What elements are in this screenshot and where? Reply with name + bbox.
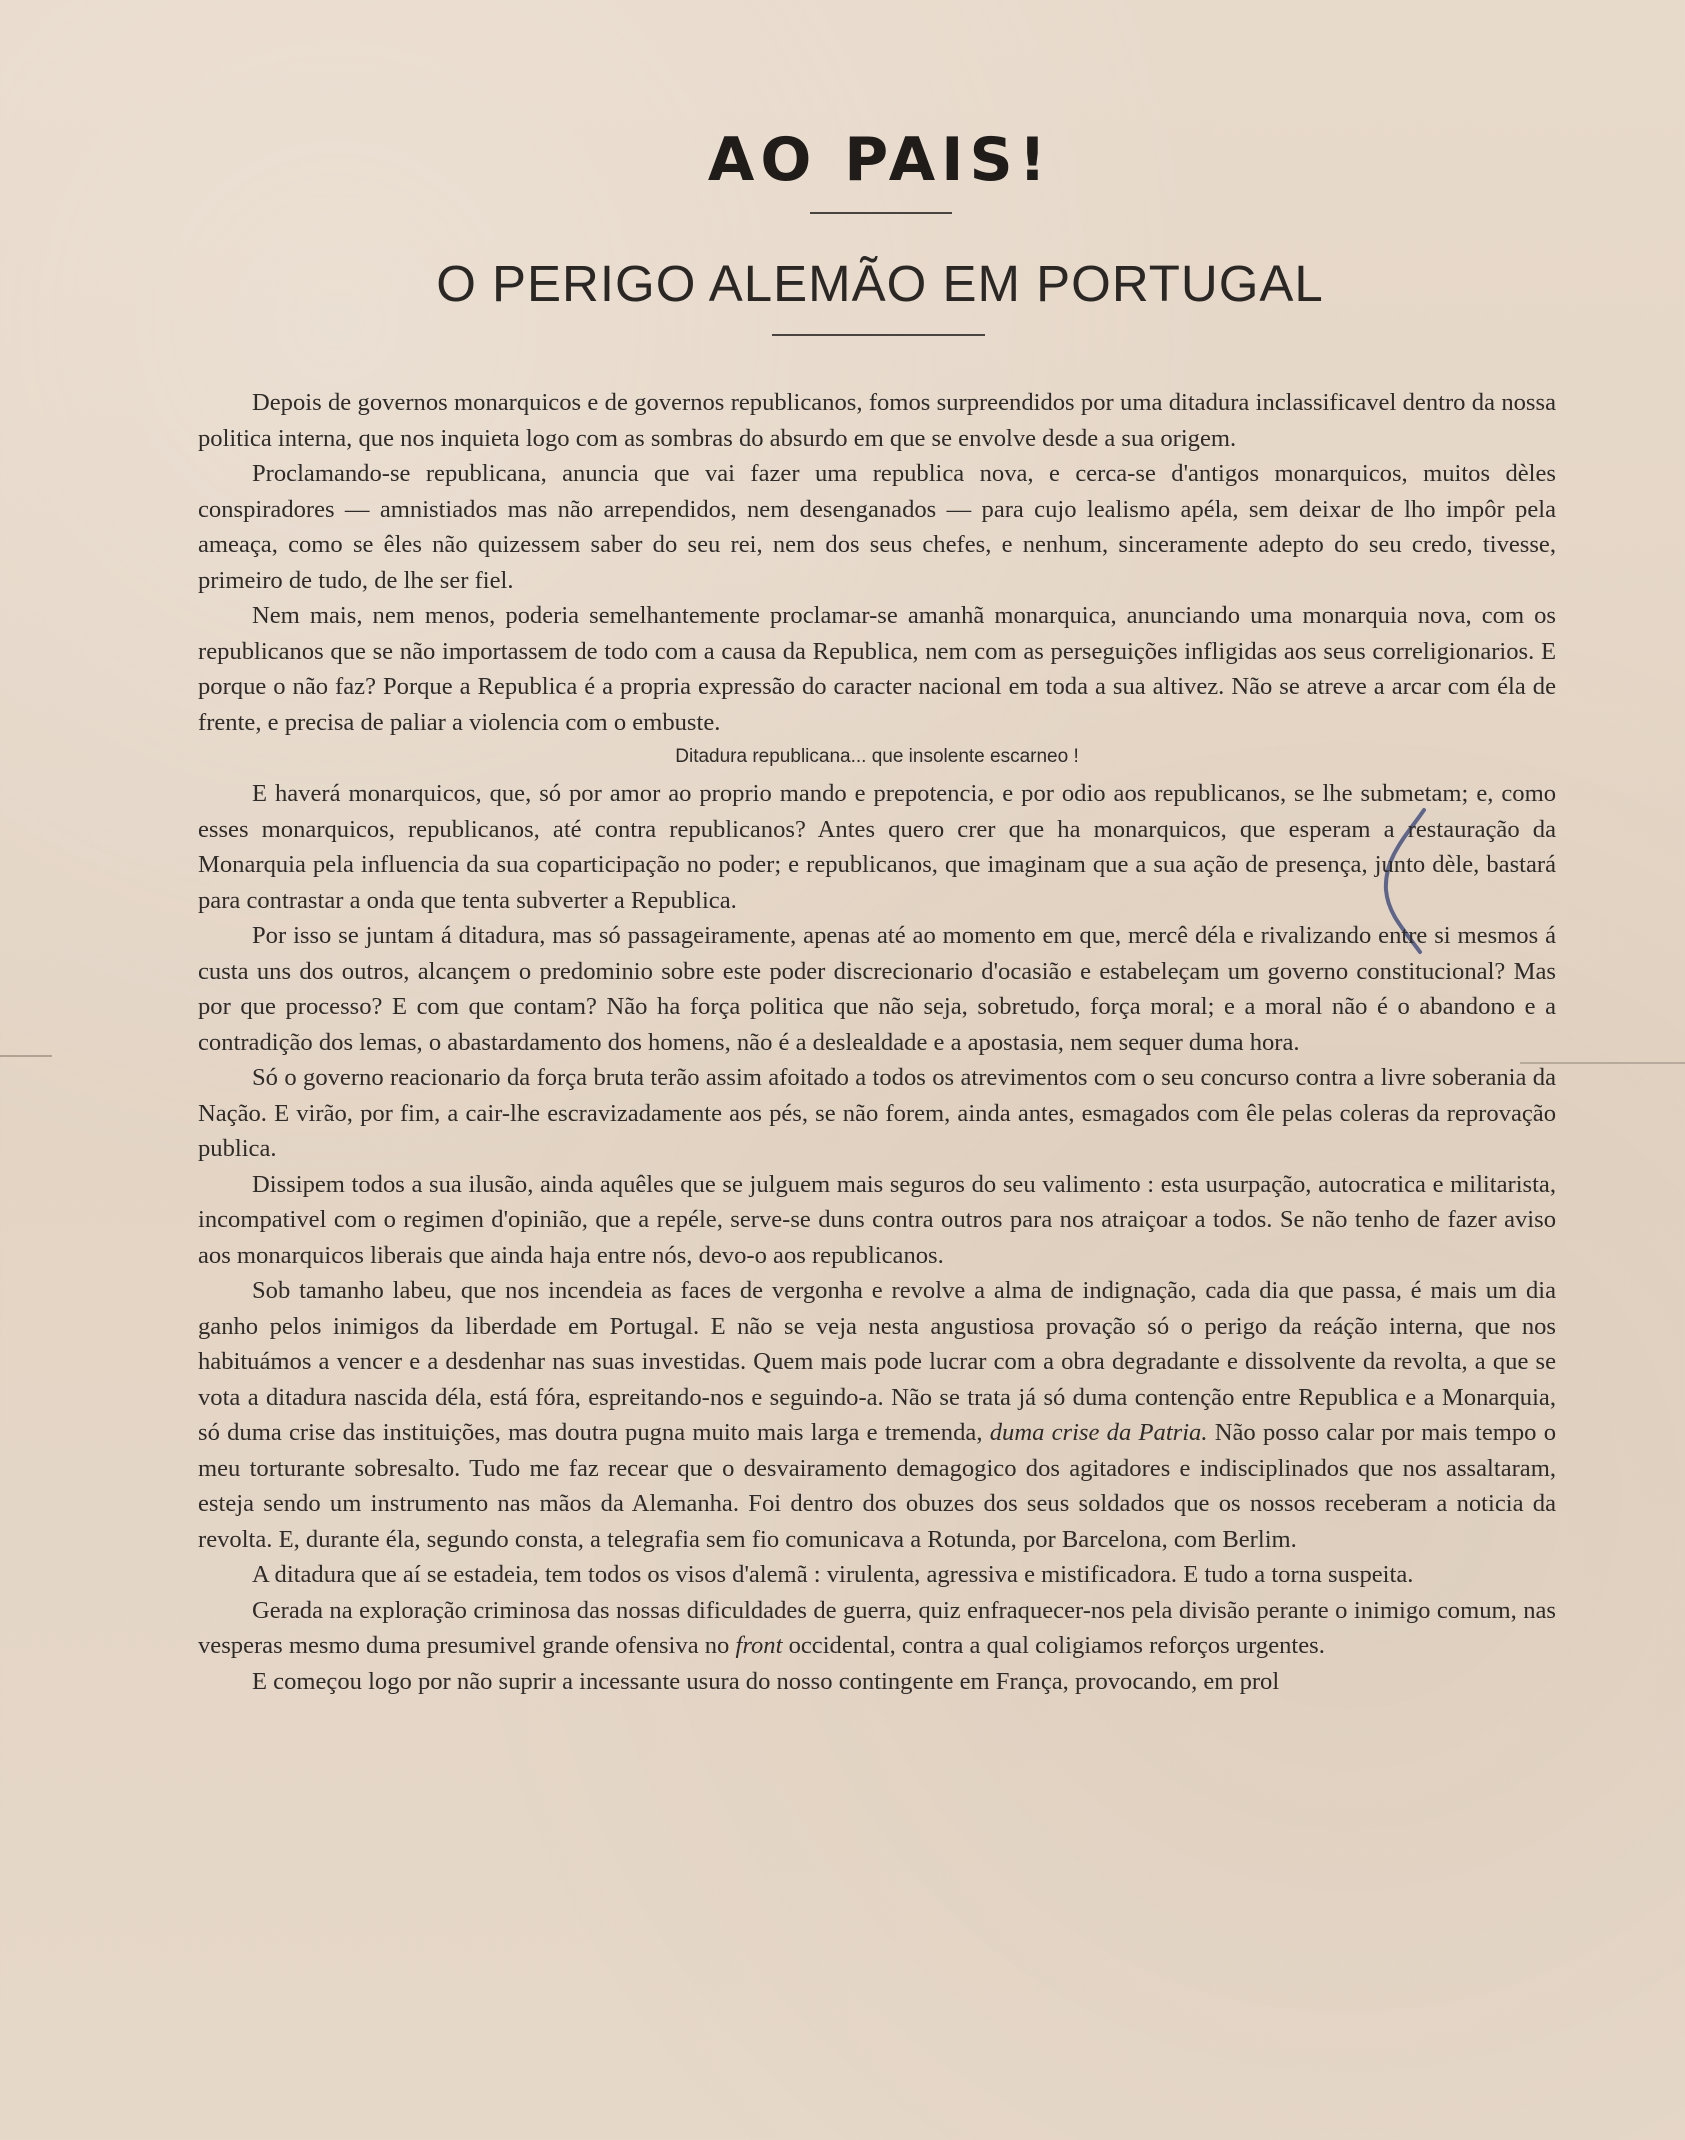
paragraph: Depois de governos monarquicos e de governos republicanos, fomos surpreendidos por uma ditadura inclassificavel dentro da nossa politica interna, que nos inquieta logo com as sombras do absurdo em que se envolve desde a sua origem. <box>198 389 1556 452</box>
paragraph: Proclamando-se republicana, anuncia que vai fazer uma republica nova, e cerca-se d'antigos monarquicos, muitos dèles conspiradores — amnistiados mas não arrependidos, nem desenganados — para cujo lealismo apéla, sem deixar de lho impôr pela ameaça, como se êles não quizessem saber do seu rei, nem dos seus chefes, e nenhum, sinceramente adepto do seu credo, tivesse, primeiro de tudo, de lhe ser fiel. <box>198 460 1556 594</box>
emphasized-word: front <box>735 1632 783 1659</box>
paragraph: E começou logo por não suprir a incessante usura do nosso contingente em França, provocando, em prol <box>252 1667 1280 1695</box>
subheading-divider <box>772 334 985 336</box>
document-subheading: O PERIGO ALEMÃO EM PORTUGAL <box>436 255 1324 312</box>
paragraph: E haverá monarquicos, que, só por amor ao proprio mando e prepotencia, e por odio aos republicanos, se lhe submetam; e, como esses monarquicos, republicanos, até contra republicanos? Antes quero crer que ha monarquicos, que esperam a restauração da Monarquia pela influencia da sua coparticipação no poder; e republicanos, que imaginam que a sua ação de presença, junto dèle, bastará para contrastar a onda que tenta subverter a Republica. <box>198 780 1556 914</box>
heading-divider <box>810 212 952 214</box>
paragraph-text: Não posso calar por mais tempo o meu torturante sobresalto. Tudo me faz recear que o desvairamento demagogico dos agitadores e indisciplinados que nos assaltaram, esteja sendo um instrumento nas mãos da Alemanha. Foi dentro dos obuzes dos seus soldados que os nossos receberam a noticia da revolta. E, durante éla, segundo consta, a telegrafia sem fio comunicava a Rotunda, por Barcelona, com Berlim. <box>198 1419 1556 1553</box>
emphasized-phrase: duma crise da Patria. <box>989 1419 1208 1446</box>
paragraph: A ditadura que aí se estadeia, tem todos os visos d'alemã : virulenta, agressiva e mistificadora. E tudo a torna suspeita. <box>252 1561 1414 1588</box>
paragraph: Dissipem todos a sua ilusão, ainda aquêles que se julguem mais seguros do seu valimento : esta usurpação, autocratica e militarista, incompativel com o regimen d'opinião, que a repéle, serve-se duns contra outros para nos atraiçoar a todos. Se não tenho de fazer aviso aos monarquicos liberais que ainda haja entre nós, devo-o aos republicanos. <box>198 1170 1556 1269</box>
paragraph: Por isso se juntam á ditadura, mas só passageiramente, apenas até ao momento em que, mercê déla e rivalizando entre si mesmos á custa uns dos outros, alcançem o predominio sobre este poder discrecionario d'ocasião e estabeleçam um governo constitucional? Mas por que processo? E com que contam? Não ha força politica que não seja, sobretudo, força moral; e a moral não é o abandono e a contradição dos lemas, o abastardamento dos homens, não é a deslealdade e a apostasia, nem sequer duma hora. <box>198 922 1556 1056</box>
document-heading: AO PAIS! <box>707 125 1053 195</box>
paragraph: Só o governo reacionario da força bruta terão assim afoitado a todos os atrevimentos com o seu concurso contra a livre soberania da Nação. E virão, por fim, a cair-lhe escravizadamente aos pés, se não forem, ainda antes, esmagados com êle pelas coleras da reprovação publica. <box>198 1064 1556 1162</box>
paragraph-text: Sob tamanho labeu, que nos incendeia as faces de vergonha e revolve a alma de indignação, cada dia que passa, é mais um dia ganho pelos inimigos da liberdade em Portugal. E não se veja nesta angustiosa provação só o perigo da reáção interna, que nos habituámos a vencer e a desdenhar nas suas investidas. Quem mais pode lucrar com a obra degradante e dissolvente da revolta, a que se vota a ditadura nascida déla, está fóra, espreitando-nos e seguindo-a. Não se trata já só duma contenção entre Republica e a Monarquia, só duma crise das instituições, mas doutra pugna muito mais larga e tremenda, <box>198 1277 1556 1446</box>
paragraph <box>198 1273 1556 1557</box>
paragraph: Nem mais, nem menos, poderia semelhantemente proclamar-se amanhã monarquica, anunciando uma monarquia nova, com os republicanos que se não importassem de todo com a causa da Republica, nem com as perseguições infligidas aos seus correligionarios. E porque o não faz? Porque a Republica é a propria expressão do caracter nacional em toda a sua altivez. Não se atreve a arcar com éla de frente, e precisa de paliar a violencia com o embuste. <box>198 602 1556 736</box>
document-body <box>198 385 1556 1699</box>
paragraph <box>198 1593 1556 1664</box>
fold-crease-left <box>0 1055 52 1057</box>
paragraph-text: occidental, contra a qual coligiamos reforços urgentes. <box>782 1632 1325 1659</box>
paragraph-text: Gerada na exploração criminosa das nossas dificuldades de guerra, quiz enfraquecer-nos pela divisão perante o inimigo comum, nas vesperas mesmo duma presumivel grande ofensiva no <box>198 1596 1556 1659</box>
centered-remark: Ditadura republicana... que insolente escarneo ! <box>675 746 1079 767</box>
